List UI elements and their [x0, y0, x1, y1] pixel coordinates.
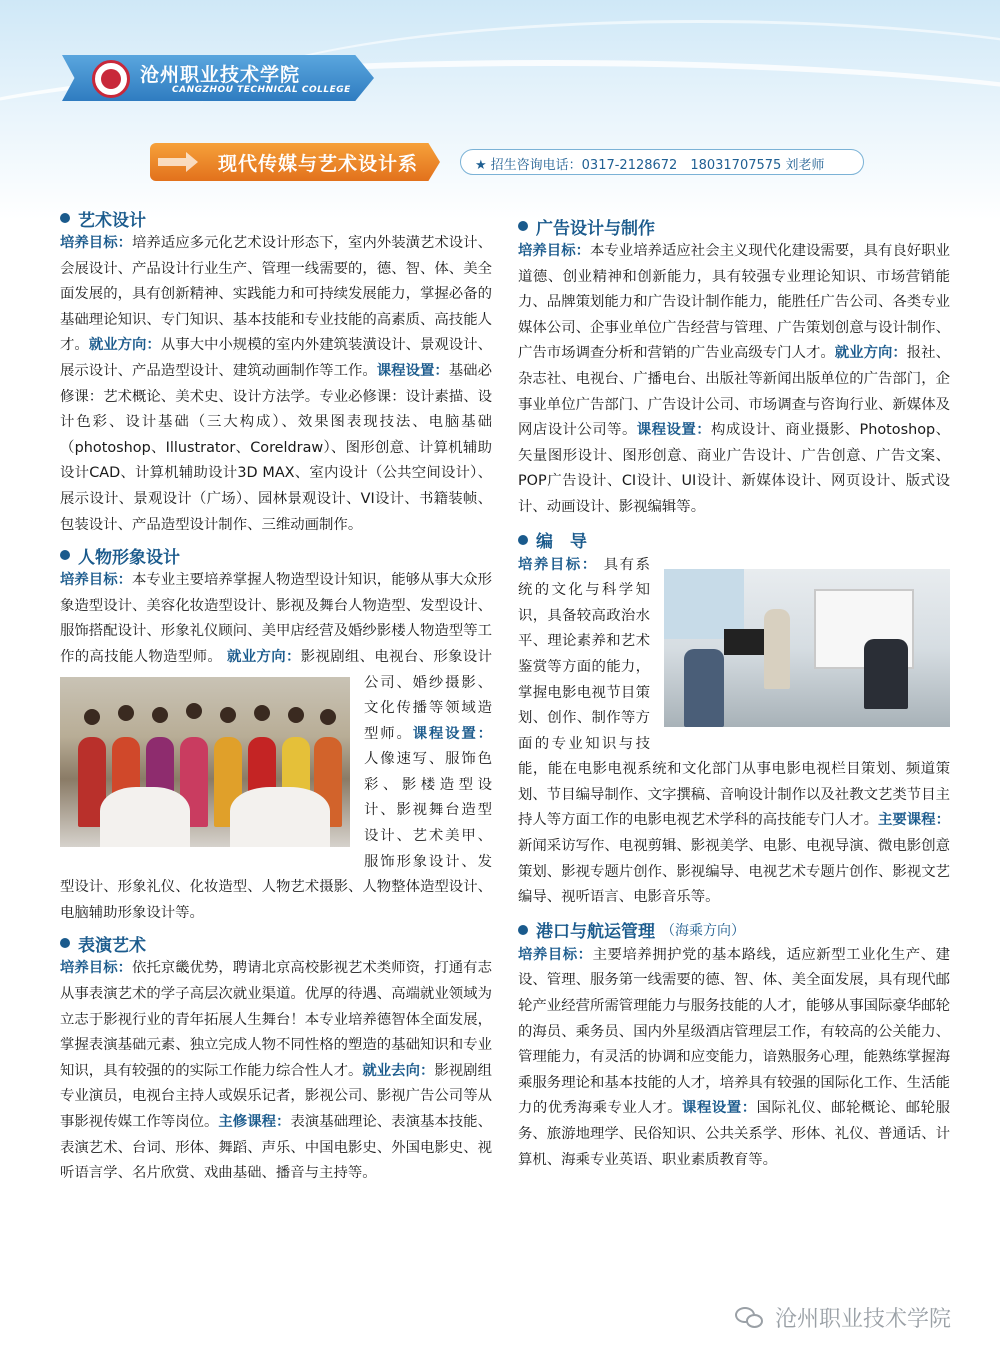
department-title: 现代传媒与艺术设计系: [218, 153, 419, 175]
courses-text: 构成设计、商业摄影、Photoshop、矢量图形设计、图形创意、商业广告设计、广告创意、广告文案、POP广告设计、CI设计、UI设计、新媒体设计、网页设计、版式设计、动画设计、影视编辑等。: [518, 422, 950, 515]
goal-text: 培养适应多元化艺术设计形态下，室内外装潢艺术设计、会展设计、产品设计行业生产、管理一线需要的，德、智、体、美全面发展的，具有创新精神、实践能力和可持续发展能力，掌握必备的基础理论知识、专门知识、基本技能和专业技能的高素质、高技能人才。: [60, 235, 492, 354]
label-goal: 培养目标：: [60, 960, 132, 977]
label-goal: 培养目标：: [60, 572, 132, 589]
bullet-icon: [518, 221, 528, 231]
courses-text: 国际礼仪、邮轮概论、邮轮服务、旅游地理学、民俗知识、公共关系学、形体、礼仪、普通话、计算机、海乘专业英语、职业素质教育等。: [518, 1100, 950, 1168]
courses-text: 人像速写、服饰色彩、影楼造型设计、影视舞台造型设计、艺术美甲、服饰形象设计、发型设计、形象礼仪、化妆造型、人物艺术摄影、人物整体造型设计、电脑辅助形象设计等。: [60, 751, 492, 921]
section-body: [518, 553, 950, 911]
courses-text: 表演基础理论、表演基本技能、表演艺术、台词、形体、舞蹈、声乐、中国电影史、外国电影史、视听语言学、名片欣赏、戏曲基础、播音与主持等。: [60, 1114, 492, 1182]
label-courses: 课程设置：: [412, 725, 492, 742]
goal-text-continued: 文字撰稿、音响设计制作以及社教文艺类节目主持人等方面工作的电影电视艺术学科的高技能专门人才。: [518, 786, 950, 829]
goal-text: 依托京畿优势，聘请北京高校影视艺术类师资，打通有志从事表演艺术的学子高层次就业渠道。优厚的待遇、高端就业领域为立志于影视行业的青年拓展人生舞台！本专业培养德智体全面发展，掌握表演基础元素、独立完成人物不同性格的塑造的基础知识和专业知识，具有较强的的实际工作能力综合性人才。: [60, 960, 492, 1079]
section-title: 编 导: [536, 532, 587, 553]
bullet-icon: [60, 213, 70, 223]
section-heading: [60, 542, 492, 568]
label-courses: 主要课程：: [877, 812, 950, 829]
label-goal: 培养目标：: [518, 243, 590, 259]
left-column: [60, 205, 492, 1187]
bullet-icon: [518, 925, 528, 935]
courses-text: 新闻采访写作、电视剪辑、影视美学、电影、电视导演、微电影创意策划、影视专题片创作、影视编导、电视艺术专题片创作、影视文艺编导、视听语言、电影音乐等。: [518, 838, 950, 906]
section-title: 广告设计与制作: [536, 218, 655, 239]
label-courses: 课程设置：: [682, 1100, 757, 1117]
label-employment: 就业方向：: [834, 345, 907, 362]
courses-text: 基础必修课：艺术概论、美术史、设计方法学。专业必修课：设计素描、设计色彩、设计基础（三大构成）、效果图表现技法、电脑基础（photoshop、Illustrator、Coreldraw）、图形创意、计算机辅助设计CAD、计算机辅助设计3D MAX、室内设计（公共空间设计）、展示设计、景观设计（广场）、园林景观设计、VI设计、书籍装帧、包装设计、产品造型设计制作、三维动画制作。: [60, 362, 492, 533]
goal-text: 主要培养拥护党的基本路线，适应新型工业化生产、建设、管理、服务第一线需要的德、智、体、美全面发展，具有现代邮轮产业经营所需管理能力与服务技能的人才，能够从事国际豪华邮轮的海员、乘务员、国内外星级酒店管理层工作，有较高的公关能力、管理能力，有灵活的协调和应变能力，谙熟服务心理，能熟练掌握海乘服务理论和基本技能的人才，培养具有较强的国际化工作、生活能力的优秀海乘专业人才。: [518, 946, 950, 1117]
label-employment: 就业方向：: [88, 337, 161, 354]
school-emblem-icon: [92, 60, 130, 98]
wechat-watermark: [735, 1302, 951, 1333]
goal-text: 本专业主要培养掌握人物造型设计知识，能够从事大众形象造型设计、美容化妆造型设计、影视及舞台人物造型、发型设计、服饰搭配设计、形象礼仪顾问、美甲店经营及婚纱影楼人物造型等工作的高技能人物造型师。: [60, 572, 492, 665]
arrow-icon: [158, 152, 198, 172]
section-subtitle: （海乘方向）: [661, 922, 745, 939]
section-title: 人物形象设计: [78, 547, 180, 568]
section-heading: [60, 205, 492, 231]
section-heading: [518, 917, 950, 943]
section-body: [60, 956, 492, 1186]
label-employment: 就业方向：: [227, 648, 301, 665]
section-body: [60, 568, 492, 926]
goal-text: 本专业培养适应社会主义现代化建设需要，具有良好职业道德、创业精神和创新能力，具有较强专业理论知识、市场营销能力、品牌策划能力和广告设计制作能力，能胜任广告公司、各类专业媒体公司、企事业单位广告经营与管理、广告策划创意与设计制作、广告市场调查分析和营销的广告业高级专门人才。: [518, 243, 950, 362]
label-goal: 培养目标：: [60, 235, 132, 251]
contact-info: [460, 149, 864, 175]
section-body: [518, 943, 950, 1173]
group-photo-models: [60, 677, 350, 847]
bullet-icon: [518, 535, 528, 545]
star-icon: ★: [475, 158, 487, 173]
label-courses: 主修课程：: [218, 1114, 291, 1130]
section-heading: [60, 930, 492, 956]
bullet-icon: [60, 938, 70, 948]
label-goal: 培养目标：: [518, 946, 593, 963]
school-name-en: CANGZHOU TECHNICAL COLLEGE: [172, 85, 351, 95]
employment-text: 影视剧组、电视台、形象设计公司、婚纱摄影、文化传播等领域造型师。: [300, 648, 492, 742]
watermark-text: 沧州职业技术学院: [775, 1307, 952, 1332]
label-goal: 培养目标：: [518, 556, 598, 573]
bullet-icon: [60, 550, 70, 560]
section-body: [60, 231, 492, 538]
employment-text: 影视剧组专业演员，电视台主持人或娱乐记者，影视公司、影视广告公司等从事影视传媒工作等岗位。: [60, 1062, 492, 1130]
label-courses: 课程设置：: [636, 422, 712, 439]
header-background: [0, 0, 1000, 220]
school-name-cn: 沧州职业技术学院: [140, 64, 301, 86]
wechat-icon: [735, 1305, 765, 1331]
contact-text: 招生咨询电话：0317-2128672 18031707575 刘老师: [490, 158, 825, 173]
employment-text: 报社、杂志社、电视台、广播电台、出版社等新闻出版单位的广告部门，企事业单位广告部门、广告设计公司、市场调查与咨询行业、新媒体及网店设计公司等。: [518, 345, 950, 439]
section-body: [518, 239, 950, 521]
employment-text: 从事大中小规模的室内外建筑装潢设计、景观设计、展示设计、产品造型设计、建筑动画制作等工作。: [60, 337, 492, 379]
right-column: [518, 213, 950, 1173]
section-title: 表演艺术: [78, 935, 146, 956]
section-title: 港口与航运管理: [536, 922, 655, 943]
section-title: 艺术设计: [78, 210, 146, 231]
goal-text: 具有系统的文化与科学知识，具备较高政治水平、理论素养和艺术鉴赏等方面的能力，掌握电影电视节目策划、创作、制作等方面的专业知识与技能，能在电影电视系统和文化部门从事电影电视栏目策划、频道策划、节目编导制作、: [518, 556, 950, 803]
tv-studio-photo: [664, 569, 950, 727]
label-employment: 就业去向：: [362, 1062, 435, 1079]
section-heading: [518, 213, 950, 239]
label-courses: 课程设置：: [376, 362, 449, 379]
section-heading: [518, 527, 950, 553]
